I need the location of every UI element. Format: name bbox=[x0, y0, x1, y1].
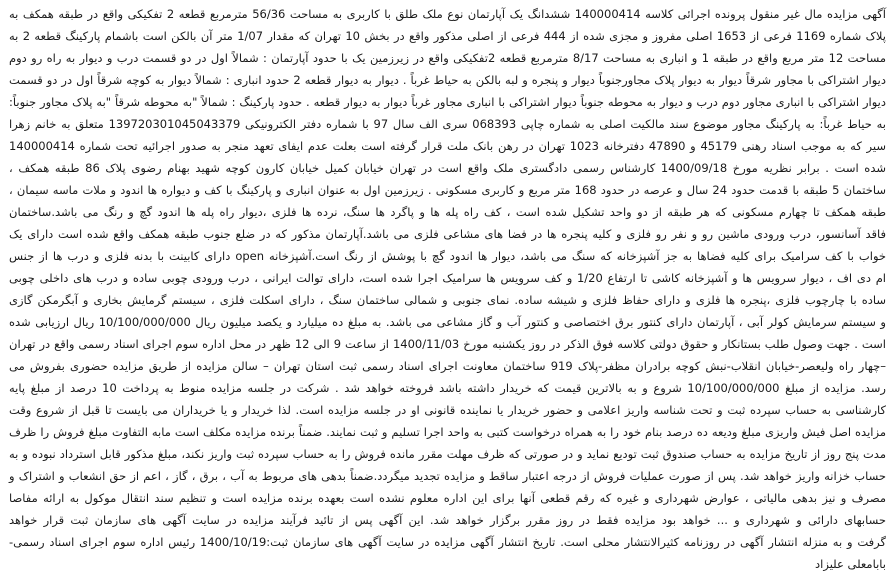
notice-line: ساختمان 5 طبقه با قدمت حدود 24 سال و عرصه در حدود 168 متر مربع و کاربری مسکونی . زیرزمین اول به عنوان انباری و پارکینگ با کف و دیواره ها اندود و ملات ماسه سیمان ، bbox=[9, 183, 886, 197]
notice-line: سیر که به موجب اسناد رهنی 45179 و 47890 دفترخانه 1023 تهران در رهن بانک ملت قرار گرفته است بعلت عدم ایفای تعهد منجر به صدور اجرائیه تحت شماره 140000414 bbox=[9, 139, 886, 153]
notice-line: مزایده اصل فیش واریزی مبلغ ودیعه ده درصد بنام خود را به همراه درخواست کتبی به واحد اجرا تسلیم و ثبت نمایند. ضمناً برنده مزایده مکلف است مابه التفاوت مبلغ فروش را ظرف bbox=[9, 425, 886, 439]
notice-line: کارشناسی به حساب سپرده ثبت و تحت شناسه واریز اعلامی و حضور خریدار یا نماینده قانونی او در جلسه مزایده است. لذا خریدار و یا خریداران می بایست تا قبل از شروع وقت bbox=[9, 403, 886, 417]
notice-line: دیوار اشتراکی با انباری مجاور دوم درب و دیوار به محوطه جنوباً دیوار اشتراکی با انباری مجاور غرباً دیوار به دیوار قطعه . حدود پارکینگ : شمالاً "به محوطه شرقاً "به پلاک مجاور جنوباً: bbox=[9, 95, 886, 109]
notice-line: ام دی اف ، دیوار سرویس ها و آشپزخانه کاشی تا ارتفاع 1/20 و کف سرویس ها سرامیک اجرا شده است، دارای توالت ایرانی ، درب ورودی چوبی ساده و درب های داخلی چوبی bbox=[9, 271, 887, 285]
notice-line: آگهی مزایده مال غیر منقول پرونده اجرائی کلاسه 140000414 ششدانگ یک آپارتمان نوع ملک طلق با کاربری به مساحت 56/36 مترمربع قطعه 2 تفکیکی واقع در طبقه همکف به bbox=[9, 7, 886, 21]
notice-line: فاقد آسانسور، درب ورودی ماشین رو و نفر رو فلزی و کلیه پنجره ها در فضا های مشاعی فلزی می باشد.آپارتمان مذکور که در ضلع جنوب طبقه همکف واقع شده است دارای یک bbox=[9, 227, 886, 241]
notice-line: مساحت 12 متر مربع واقع در طبقه 1 و انباری به مساحت 8/17 مترمربع قطعه 2تفکیکی واقع در زیرزمین یک با حدود آپارتمان : شمالاً اول در دو قسمت درب و دیوار به راه رو دوم bbox=[9, 51, 887, 65]
notice-line: دیوار اشتراکی با مجاور شرقاً دیوار به دیوار پلاک مجاورجنوباً دیوار و پنجره و لبه بالکن به حیاط غرباً . دیوار به دیوار قطعه 2 حدود انباری : شمالاً دیوار به کوچه شرقاً اول در دو قسمت bbox=[9, 73, 886, 87]
notice-line: گرفت و به منزله انتشار آگهی در روزنامه کثیرالانتشار محلی است. تاریخ انتشار آگهی مزایده در سایت آگهی های سازمان ثبت:1400/10/19 رئیس اداره سوم اجرای اسناد رسمی- bbox=[9, 535, 886, 549]
notice-line: مصرف و نیز بدهی مالیاتی ، عوارض شهرداری و غیره که رقم قطعی آنها برای این اداره معلوم نشده است بعهده برنده مزایده است و تنظیم سند انتقال موکول به ارائه مفاصا bbox=[9, 491, 886, 505]
notice-line: رسد. مزایده از مبلغ 10/100/000/000 شروع و به بالاترین قیمت که خریدار داشته باشد فروخته خواهد شد . شرکت در جلسه مزایده منوط به پرداخت 10 درصد از مبلغ پایه bbox=[9, 381, 886, 395]
notice-line: به حیاط غرباً: به پارکینگ مجاور موضوع سند مالکیت اصلی به شماره چاپی 068393 سری الف سال 97 با شماره دفتر الکترونیکی 139720301045043379 متعلق به خانم زهرا bbox=[9, 117, 886, 131]
notice-line: حساب خزانه واریز خواهد شد. پس از صورت عملیات فروش از درجه اعتبار ساقط و مزایده تجدید میگردد.ضمناً بدهی های مربوط به آب ، برق ، گاز ، اعم از حق انشعاب و اشتراک و bbox=[9, 469, 886, 483]
notice-line: –چهار راه ولیعصر-خیابان انقلاب-نبش کوچه برادران مظفر-پلاک 919 ساختمان معاونت اجرای اسناد رسمی ثبت استان تهران – سالن مزایده از طریق مزایده حضوری بفروش می bbox=[9, 359, 886, 373]
notice-line: و سیستم سرمایش کولر آبی ، آپارتمان دارای کنتور برق اختصاصی و کنتور آب و گاز مشاعی می باشد. به مبلغ ده میلیارد و یکصد میلیون ریال 10/100/000/000 ریال ارزیابی شده bbox=[9, 315, 886, 329]
notice-line: حسابهای دارائی و شهرداری و ... خواهد بود مزایده فقط در روز مقرر برگزار خواهد شد. این آگهی پس از تائید فرآیند مزایده در سایت آگهی های سازمان ثبت قرار خواهد bbox=[9, 513, 886, 527]
signature-line: بابامعلی علیزاد bbox=[815, 557, 886, 571]
notice-line: مدت پنج روز از تاریخ مزایده به حساب صندوق ثبت تودیع نماید و در صورتی که ظرف مهلت مقرر مانده فروش را به حساب سپرده ثبت واریز نکند، مبلغ مذکور قابل استرداد نبوده و به bbox=[9, 447, 886, 461]
notice-line: ساده با چارچوب فلزی ،پنجره ها فلزی و دارای حفاظ فلزی و شیشه ساده. نمای جنوبی و شمالی ساختمان سنگ ، دارای اسکلت فلزی ، سیستم گرمایش بخاری و آبگرمکن گازی bbox=[9, 293, 886, 307]
notice-line: است . جهت وصول طلب بستانکار و حقوق دولتی کلاسه فوق الذکر در روز یکشنبه مورخ 1400/11/03 از ساعت 9 الی 12 ظهر در محل اداره سوم اجرای اسناد رسمی واقع در تهران bbox=[9, 337, 886, 351]
notice-line: خواب با کف سرامیک برای کلیه فضاها به جز آشپزخانه که سنگ می باشد، دیوار ها اندود گچ با پوشش از رنگ است.آشپزخانه open دارای کابینت با بدنه فلزی و درب ها از جنس bbox=[9, 249, 887, 263]
notice-line: پلاک شماره 1169 فرعی از 1653 اصلی مفروز و مجزی شده از 444 فرعی از اصلی مذکور واقع در بخش 10 تهران که مقدار 1/07 متر آن بالکن است باشمام پارکینگ قطعه 2 به bbox=[9, 29, 886, 43]
notice-line: طبقه همکف تا چهارم مسکونی که هر طبقه از دو واحد تشکیل شده است ، کف راه پله ها و پاگرد ها سنگ، نرده ها فلزی ،دیوار راه پله ها اندود گچ و رنگ می باشد.ساختمان bbox=[9, 205, 886, 219]
notice-line: شده است . برابر نظریه مورخ 1400/09/18 کارشناس رسمی دادگستری ملک واقع است در تهران خیابان کمیل خیابان کارون کوچه شهید بهنام رضوی پلاک 86 طبقه همکف ، bbox=[9, 161, 886, 175]
